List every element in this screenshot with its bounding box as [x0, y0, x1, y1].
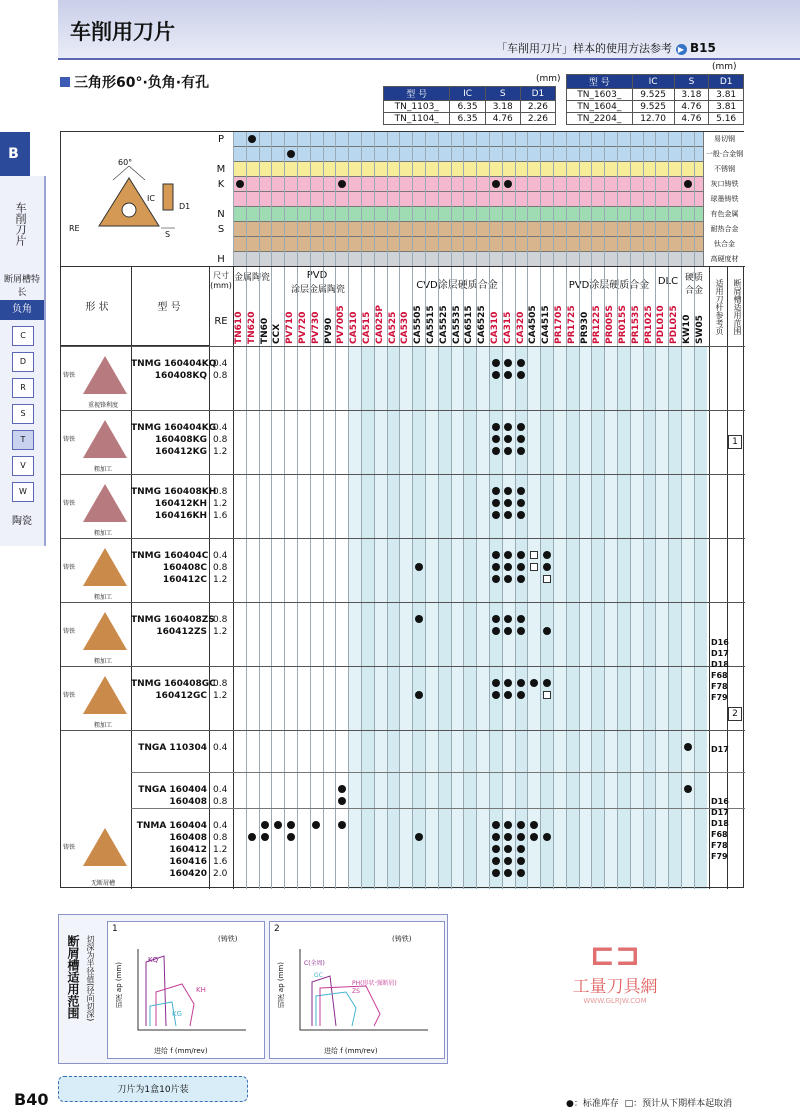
- stock-dot: [504, 371, 512, 379]
- stock-dot: [504, 679, 512, 687]
- stock-dot: [504, 627, 512, 635]
- stock-dot: [492, 857, 500, 865]
- stock-dot: [517, 551, 525, 559]
- chart-1-label-kg: KG: [172, 1010, 183, 1018]
- side-item-d[interactable]: D: [12, 352, 34, 372]
- holder-ref: D17: [711, 745, 729, 754]
- grade-label: PR930: [579, 311, 590, 344]
- stock-dot: [517, 615, 525, 623]
- table-row: TN_1604_ 9.525 4.76 3.81: [567, 101, 744, 113]
- stock-dot: [492, 575, 500, 583]
- stock-dot: [415, 833, 423, 841]
- chipbreaker-label: 无断屑槽: [90, 880, 115, 887]
- side-item-w[interactable]: W: [12, 482, 34, 502]
- unit-label: (mm): [536, 74, 561, 84]
- stock-dot: [684, 785, 692, 793]
- stock-dot: [504, 575, 512, 583]
- stock-dot: [504, 563, 512, 571]
- stock-dot: [492, 679, 500, 687]
- grade-label: PV730: [310, 311, 321, 344]
- grade-label: KW10: [682, 314, 692, 344]
- grade-label: CA5525: [438, 305, 449, 344]
- chart-1-label-kh: KH: [196, 986, 206, 994]
- grade-label: CA310: [490, 311, 500, 344]
- stock-dot: [517, 857, 525, 865]
- stock-dot: [287, 821, 295, 829]
- chart-1-number: 1: [112, 924, 118, 934]
- grade-label: CA6515: [464, 305, 475, 344]
- grade-label: PDL010: [656, 305, 667, 344]
- stock-dot: [543, 833, 551, 841]
- cvd-header: CVD涂层硬质合金: [416, 280, 498, 291]
- material-tag: 铸铁: [63, 564, 76, 571]
- row-divider: [61, 474, 745, 475]
- holder-ref-header: 适用刀杆参考页: [715, 279, 724, 335]
- spec-table-right: 型 号 IC S D1 TN_1603_ 9.525 3.18 3.81 TN_1604_ 9.525 4.76 3.81 TN_2204_ 12.70 4.76 5.16: [566, 74, 744, 125]
- shape-header: 形 状: [85, 302, 109, 313]
- stock-dot: [543, 551, 551, 559]
- model-cell: TNGA 110304: [138, 743, 207, 753]
- stock-dot: [492, 435, 500, 443]
- row-divider: [61, 410, 745, 411]
- watermark-text: 工量刀具網: [572, 977, 658, 997]
- row-divider: [61, 602, 745, 603]
- stock-dot: [492, 615, 500, 623]
- grade-label: TN610: [234, 311, 244, 344]
- grade-label: CA5535: [451, 305, 462, 344]
- stock-dot: [492, 627, 500, 635]
- page-number: B40: [14, 1090, 49, 1109]
- stock-dot: [492, 447, 500, 455]
- side-item-negative[interactable]: 负角: [0, 300, 44, 320]
- grade-label: CA025P: [374, 305, 385, 344]
- grade-label: PV720: [298, 311, 308, 344]
- cancel-square: [543, 691, 551, 699]
- model-cell: TNMA 160404 160408 160412 160416 160420: [136, 821, 207, 879]
- stock-dot: [492, 833, 500, 841]
- stock-dot: [492, 487, 500, 495]
- chip-range-note: 切深为半径值(径向切深): [86, 935, 95, 1022]
- grade-label: TN620: [246, 311, 257, 344]
- stock-dot: [517, 447, 525, 455]
- stock-dot: [504, 499, 512, 507]
- chart-1-material: (铸铁): [218, 935, 238, 943]
- stock-dot: [504, 435, 512, 443]
- packaging-note: 刀片为1盒10片装: [58, 1076, 248, 1102]
- chipbreaker-label: 粗加工: [93, 594, 112, 601]
- stock-dot: [517, 487, 525, 495]
- side-title: 车削刀片: [14, 202, 27, 246]
- spec-table-left: 型 号 IC S D1 TN_1103_ 6.35 3.18 2.26 TN_1104_ 6.35 4.76 2.26: [383, 86, 556, 125]
- material-tag: 铸铁: [63, 692, 76, 699]
- model-header: 型 号: [157, 302, 181, 313]
- section-tab-b[interactable]: B: [0, 132, 30, 176]
- stock-dot: [492, 423, 500, 431]
- table-row: TN_1603_ 9.525 3.18 3.81: [567, 89, 744, 101]
- cancel-square: [543, 575, 551, 583]
- grade-label: PR1705: [554, 305, 564, 344]
- chart-2-material: (铸铁): [392, 935, 412, 943]
- legend-cancel: □：预计从下期样本起取消: [624, 1099, 733, 1109]
- chipbreaker-label: 重视锋利度: [87, 402, 118, 409]
- chip-range-header: 断屑槽适用范围: [733, 279, 742, 335]
- stock-dot: [504, 857, 512, 865]
- re-cell: 0.4 0.8 1.2: [213, 423, 228, 457]
- chart-1-label-kq: KQ: [148, 956, 159, 964]
- chart-1-xlabel: 进给 f (mm/rev): [154, 1047, 208, 1055]
- stock-dot: [530, 833, 538, 841]
- insert-image: [83, 828, 127, 866]
- holder-ref: D16 D17 D18 F68 F78 F79: [711, 797, 729, 861]
- grade-label: CA5515: [426, 305, 436, 344]
- grade-label: CA530: [400, 311, 411, 344]
- material-label: 球墨铸铁: [703, 192, 745, 207]
- unit-label-2: (mm): [712, 62, 737, 72]
- chip-range-panel: [58, 914, 448, 1064]
- cermet-header: 金属陶瓷: [233, 273, 270, 283]
- table-row: TN_1103_ 6.35 3.18 2.26: [384, 101, 556, 113]
- model-cell: TNMG 160408KH 160412KH 160416KH: [131, 487, 217, 521]
- stock-dot: [287, 833, 295, 841]
- grade-label: PR1025: [643, 305, 654, 344]
- grade-label: PR1535: [630, 305, 641, 344]
- d1-label: D1: [179, 202, 191, 211]
- stock-dot: [492, 691, 500, 699]
- stock-dot: [684, 743, 692, 751]
- insert-image: [83, 484, 127, 522]
- stock-dot: [517, 833, 525, 841]
- stock-dot: [274, 821, 282, 829]
- size-header: 尺寸 (mm): [210, 271, 232, 290]
- side-item-t[interactable]: T: [12, 430, 34, 450]
- arrow-icon: ▶: [676, 44, 687, 55]
- row-divider: [61, 666, 745, 667]
- coated-cermet-header: 涂层金属陶瓷: [290, 285, 345, 295]
- stock-dot: [261, 833, 269, 841]
- re-cell: 0.4 0.8 1.2: [213, 551, 228, 585]
- grade-label: CA6525: [477, 305, 488, 344]
- material-label: 钛合金: [703, 237, 745, 252]
- grade-label: PR1225: [592, 305, 603, 344]
- grade-label: PV7005: [336, 305, 347, 344]
- insert-image: [83, 676, 127, 714]
- grade-label: PV710: [285, 311, 296, 344]
- stock-dot: [338, 785, 346, 793]
- stock-dot: [492, 563, 500, 571]
- chart-2-label-gc: GC: [314, 972, 323, 979]
- material-tag: 铸铁: [63, 372, 76, 379]
- side-item-c[interactable]: C: [12, 326, 34, 346]
- stock-dot: [504, 511, 512, 519]
- material-code: S: [209, 222, 233, 237]
- chipbreaker-label: 粗加工: [93, 530, 112, 537]
- material-label: 一般·合金钢: [703, 147, 745, 162]
- reference-text: 「车削用刀片」样本的使用方法参考: [496, 42, 672, 55]
- material-code: N: [209, 207, 233, 222]
- grade-label: PR1725: [566, 305, 577, 344]
- stock-dot: [504, 869, 512, 877]
- stock-dot: [504, 691, 512, 699]
- material-label: 灰口铸铁: [703, 177, 745, 192]
- material-label: 耐热合金: [703, 222, 745, 237]
- chipbreaker-label: 粗加工: [93, 722, 112, 729]
- chart-2-number: 2: [274, 924, 280, 934]
- chart-1-ylabel: 切深 ap (mm): [115, 962, 123, 1009]
- stock-dot: [517, 371, 525, 379]
- grade-label: TN60: [259, 317, 270, 344]
- stock-dot: [504, 487, 512, 495]
- stock-dot: [543, 679, 551, 687]
- stock-dot: [312, 821, 320, 829]
- model-cell: TNMG 160408ZS 160412ZS: [131, 615, 215, 637]
- cancel-square: [530, 551, 538, 559]
- reference-page-link[interactable]: B15: [690, 41, 716, 55]
- stock-dot: [415, 563, 423, 571]
- chart-2-ylabel: 切深 ap (mm): [277, 962, 285, 1009]
- chart-2-label-ph: PH(形状·强断屑): [352, 980, 397, 987]
- material-tag: 铸铁: [63, 844, 76, 851]
- material-label: 易切钢: [703, 132, 745, 147]
- stock-dot: [517, 423, 525, 431]
- chipbreaker-label: 粗加工: [93, 658, 112, 665]
- stock-dot: [504, 833, 512, 841]
- re-cell: 0.4 0.8: [213, 359, 228, 381]
- material-tag: 铸铁: [63, 628, 76, 635]
- stock-dot: [492, 359, 500, 367]
- grade-table: [60, 131, 744, 888]
- side-item-r[interactable]: R: [12, 378, 34, 398]
- watermark: [540, 940, 690, 1005]
- stock-dot: [517, 563, 525, 571]
- stock-dot: [517, 691, 525, 699]
- stock-dot: [338, 797, 346, 805]
- grade-label: PR005S: [605, 305, 616, 344]
- grade-label: CA4505: [528, 305, 539, 344]
- chart-1-plot: [128, 944, 248, 1034]
- grade-label: CA320: [515, 311, 526, 344]
- re-cell: 0.8 1.2: [213, 615, 228, 637]
- square-bullet-icon: [60, 77, 70, 87]
- table-row: TN_1104_ 6.35 4.76 2.26: [384, 113, 556, 125]
- row-divider: [61, 730, 745, 731]
- stock-dot: [492, 499, 500, 507]
- stock-dot: [492, 511, 500, 519]
- grade-label: PDL025: [669, 305, 680, 344]
- stock-dot: [504, 615, 512, 623]
- stock-dot: [415, 615, 423, 623]
- stock-dot: [517, 575, 525, 583]
- stock-dot: [338, 821, 346, 829]
- insert-image: [83, 612, 127, 650]
- chart-1: [107, 921, 265, 1059]
- insert-image: [83, 548, 127, 586]
- section-subtitle: [60, 72, 209, 92]
- grade-label: PV90: [323, 317, 334, 344]
- stock-dot: [492, 845, 500, 853]
- row-divider: [131, 772, 745, 773]
- stock-dot: [517, 821, 525, 829]
- side-item-ceramic[interactable]: 陶瓷: [12, 516, 32, 527]
- table-body: [61, 132, 745, 889]
- stock-dot: [517, 511, 525, 519]
- re-cell: 0.4 0.8: [213, 785, 228, 807]
- stock-dot: [517, 499, 525, 507]
- material-code: H: [209, 252, 233, 267]
- model-cell: TNMG 160404C 160408C 160412C: [131, 551, 209, 585]
- stock-dot: [261, 821, 269, 829]
- stock-dot: [492, 371, 500, 379]
- side-item-v[interactable]: V: [12, 456, 34, 476]
- grade-label: CCX: [272, 323, 283, 344]
- stock-dot: [530, 679, 538, 687]
- grade-label: CA4515: [541, 305, 552, 344]
- stock-dot: [517, 869, 525, 877]
- material-code: M: [209, 162, 233, 177]
- side-item-s[interactable]: S: [12, 404, 34, 424]
- model-cell: TNMG 160404KG 160408KG 160412KG: [131, 423, 217, 457]
- side-navigation: [0, 176, 46, 546]
- stock-dot: [530, 821, 538, 829]
- page-title: 车削用刀片: [70, 20, 175, 44]
- chip-range-ref[interactable]: 1: [728, 435, 742, 449]
- watermark-url: WWW.GLRJW.COM: [583, 997, 647, 1005]
- holder-ref: D16 D17 D18 F68 F78 F79: [711, 638, 729, 702]
- stock-dot: [492, 821, 500, 829]
- stock-dot: [492, 551, 500, 559]
- stock-dot: [504, 423, 512, 431]
- grade-label: CA525: [387, 311, 398, 344]
- material-label: 高硬度材: [703, 252, 745, 267]
- stock-dot: [504, 821, 512, 829]
- s-label: S: [165, 230, 171, 239]
- model-cell: TNMG 160404KQ 160408KQ: [131, 359, 217, 381]
- chart-2-xlabel: 进给 f (mm/rev): [324, 1047, 378, 1055]
- table-row: TN_2204_ 12.70 4.76 5.16: [567, 113, 744, 125]
- row-divider: [61, 346, 745, 347]
- stock-dot: [504, 359, 512, 367]
- dlc-header: DLC: [657, 276, 679, 287]
- material-tag: 铸铁: [63, 436, 76, 443]
- stock-dot: [504, 551, 512, 559]
- stock-dot: [543, 627, 551, 635]
- stock-dot: [492, 869, 500, 877]
- material-label: 有色金属: [703, 207, 745, 222]
- material-label: 不锈钢: [703, 162, 745, 177]
- stock-dot: [415, 691, 423, 699]
- stock-dot: [517, 679, 525, 687]
- grade-label: CA315: [502, 311, 513, 344]
- re-cell: 0.4: [213, 743, 228, 753]
- pvd-cermet-header: PVD: [306, 270, 328, 281]
- model-cell: TNGA 160404 160408: [138, 785, 207, 807]
- material-code: K: [209, 177, 233, 192]
- row-divider: [61, 538, 745, 539]
- stock-dot: [517, 845, 525, 853]
- angle-label: 60°: [118, 158, 133, 167]
- re-cell: 0.8 1.2 1.6: [213, 487, 228, 521]
- ic-label: IC: [147, 194, 155, 203]
- grade-label: SW05: [694, 315, 705, 344]
- stock-dot: [517, 627, 525, 635]
- re-header: RE: [214, 316, 228, 327]
- stock-dot: [543, 563, 551, 571]
- stock-dot: [504, 845, 512, 853]
- grade-label: CA515: [362, 311, 372, 344]
- grade-label: PR015S: [618, 305, 628, 344]
- stock-dot: [248, 833, 256, 841]
- chipbreaker-label: 粗加工: [93, 466, 112, 473]
- chip-range-title: 断屑槽适用范围: [66, 935, 80, 1019]
- chip-feature-label: 断屑槽特长: [3, 275, 40, 298]
- chip-range-ref[interactable]: 2: [728, 707, 742, 721]
- insert-image: [83, 356, 127, 394]
- stock-dot: [517, 359, 525, 367]
- chart-2: [269, 921, 445, 1059]
- insert-image: [83, 420, 127, 458]
- carbide-header: 硬质合金: [684, 273, 703, 296]
- grade-label: CA5505: [413, 305, 424, 344]
- model-cell: TNMG 160408GC 160412GC: [131, 679, 216, 701]
- stock-dot: [504, 447, 512, 455]
- row-divider: [131, 808, 745, 809]
- reference-note: [496, 40, 716, 56]
- cancel-square: [530, 563, 538, 571]
- material-tag: 铸铁: [63, 500, 76, 507]
- re-cell: 0.8 1.2: [213, 679, 228, 701]
- watermark-logo-icon: ⊏⊐: [589, 938, 641, 973]
- chart-2-label-c: C(全周): [304, 960, 325, 967]
- re-label: RE: [69, 224, 80, 233]
- grade-label: CA510: [349, 311, 360, 344]
- legend: [566, 1096, 732, 1109]
- legend-standard: ●：标准库存: [566, 1099, 619, 1109]
- subtitle-text: 三角形60°·负角·有孔: [74, 75, 210, 91]
- material-code: P: [209, 132, 233, 147]
- stock-dot: [517, 435, 525, 443]
- pvd-header: PVD涂层硬质合金: [568, 280, 650, 291]
- chart-2-label-zs: ZS: [352, 988, 360, 995]
- re-cell: 0.4 0.8 1.2 1.6 2.0: [213, 821, 228, 879]
